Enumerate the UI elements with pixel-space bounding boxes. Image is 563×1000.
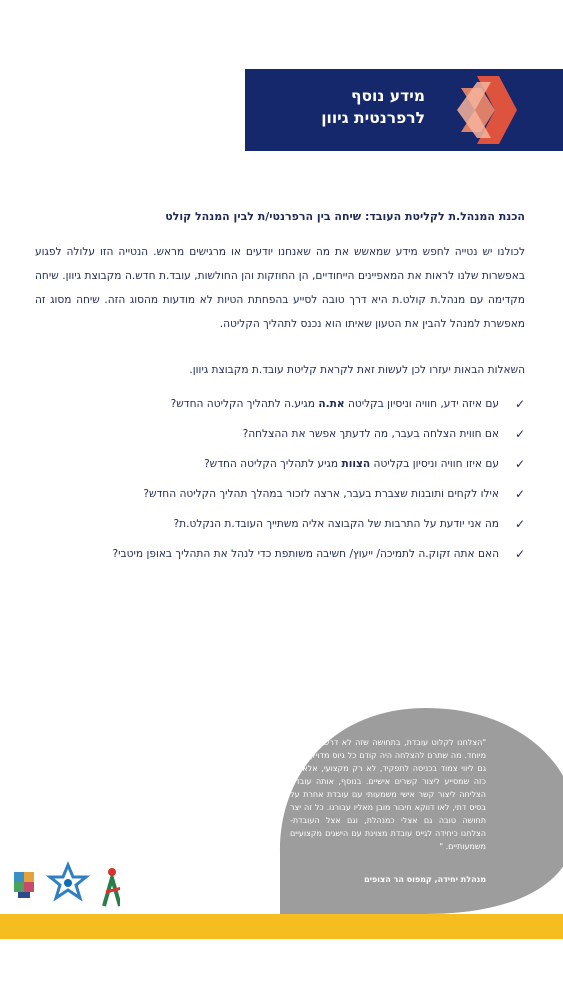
question-item [35,539,525,569]
testimonial-quote: "הצלחנו לקלוט עובדת, בתחושה שזה לא דרש שום דבר מיוחד. מה שתרם להצלחה היה קודם כל גיוס מדויק, אבל גם ליווי צמוד בכניסה לתפקיד, לא רק מקצועי, אלא גם כזה שמסייע ליצור קשרים אישיים. בנוסף, אותה עובדת הצליחה ליצור קשר אישי משמעותי עם עובדת אחרת על בסיס דתי, לאו דווקא חיבור מובן מאליו עבורנו. כל זה יצר תחושה טובה גם אצלי כמנהלת, וגם אצל העובדת- הצלחנו כיחידה לגייס עובדת מצוינת עם הישגים מקצועיים משמעותיים. " [290,738,486,851]
arrow-logo-icon [455,74,517,146]
question-text: אם חווית הצלחה בעבר, מה לדעתך אפשר את ההצלחה? [242,428,499,440]
check-icon: ✓ [514,487,525,501]
check-icon: ✓ [514,547,525,561]
question-item [35,449,525,479]
check-icon: ✓ [514,427,525,441]
question-emphasis: הצוות [341,458,371,470]
testimonial-signature: מנהלת יחידה, קמפוס הר הצופים [364,875,486,884]
check-icon: ✓ [514,397,525,411]
question-item [35,419,525,449]
question-item [35,389,525,419]
question-text: אילו לקחים ותובנות שצברת בעבר, ארצה לזכור במהלך תהליך הקליטה החדש? [143,488,499,500]
check-icon: ✓ [514,457,525,471]
questions-list [35,389,525,569]
question-text: עם איזו חוויה וניסיון בקליטה [370,458,499,470]
question-item [35,509,525,539]
question-text: מגיע.ה לתהליך הקליטה החדש? [170,398,319,410]
section-heading: הכנת המנהל.ת לקליטת העובד: שיחה בין הרפרנטי/ת לבין המנהל קולט [165,210,525,223]
intro-paragraph: לכולנו יש נטייה לחפש מידע שמאשש את מה שאנחנו יודעים או מרגישים מראש. הנטייה הזו עלולה לפגוע באפשרות שלנו לראות את המאפיינים הייחודיים, הן החוזקות והן החולשות, עובד.ת חדש.ה מקבוצת גיוון. שיחה מקדימה עם מנהל.ת קולט.ת היא דרך טובה לסייע בהפחתת הטיות לא מודעות מהסוג הזה. שיחה מסוג זה מאפשרת למנהל להבין את הטעון שאיתו הוא נכנס לתהליך הקליטה. [35,246,525,330]
star-logo-icon [50,865,86,898]
questions-lead: השאלות הבאות יעזרו לכן לעשות זאת לקראת קליטת עובד.ת מקבוצת גיוון. [189,364,525,376]
emblem-icon [14,872,34,898]
question-text: מה אני יודעת על התרבות של הקבוצה אליה משתייך העובד.ת הנקלט.ת? [173,518,499,530]
question-text: עם איזה ידע, חוויה וניסיון בקליטה [344,398,499,410]
banner-title-line2: לרפרנטית גיוון [321,109,425,127]
footer-bar [0,914,563,939]
check-icon: ✓ [514,517,525,531]
banner-title-line1: מידע נוסף [351,87,425,105]
banner-title [225,85,425,129]
figure-logo-icon [104,868,120,906]
question-item [35,479,525,509]
question-text: האם אתה זקוק.ה לתמיכה/ ייעוץ/ חשיבה משותפת כדי לנהל את התהליך באופן מיטבי? [112,548,499,560]
question-text: מגיע לתהליך הקליטה החדש? [204,458,342,470]
question-emphasis: את.ה [318,398,345,410]
partner-logos [10,858,120,908]
